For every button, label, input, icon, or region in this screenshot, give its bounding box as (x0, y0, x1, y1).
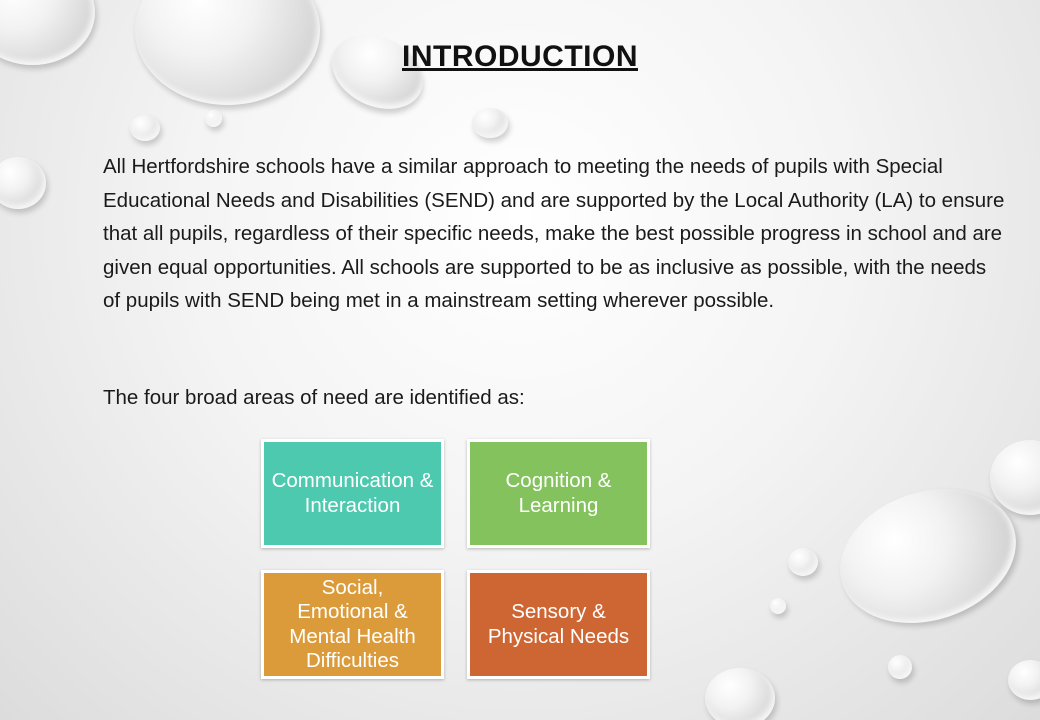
water-drop-decoration (0, 157, 46, 209)
water-drop-decoration (888, 655, 912, 679)
area-label: Sensory & Physical Needs (487, 600, 630, 648)
area-box-social-emotional (261, 570, 444, 679)
area-box-cognition (467, 439, 650, 548)
water-drop-decoration (472, 108, 508, 138)
water-drop-decoration (770, 598, 786, 614)
water-drop-decoration (205, 110, 222, 127)
area-box-communication (261, 439, 444, 548)
water-drop-decoration (130, 115, 160, 141)
area-label: Social, Emotional & Mental Health Difficulties (289, 575, 416, 672)
water-drop-decoration (788, 548, 818, 576)
area-label: Cognition & Learning (505, 469, 612, 517)
water-drop-decoration (990, 440, 1040, 515)
intro-paragraph: All Hertfordshire schools have a similar approach to meeting the needs of pupils with Special Educational Needs and Disabilities (SEND) and are supported by the Local Authority (LA) to ensure that all pupils, regardless of their specific needs, make the best possible progress in school and are given equal opportunities. All schools are supported to be as inclusive as possible, with the needs of pupils with SEND being met in a mainstream setting wherever possible. (103, 155, 1005, 312)
area-box-sensory-physical (467, 570, 650, 679)
water-drop-decoration (1008, 660, 1040, 700)
slide-title: INTRODUCTION (402, 40, 638, 73)
area-label: Communication & Interaction (271, 469, 434, 517)
water-drop-decoration (705, 668, 775, 720)
areas-intro-line: The four broad areas of need are identified as: (103, 386, 525, 409)
